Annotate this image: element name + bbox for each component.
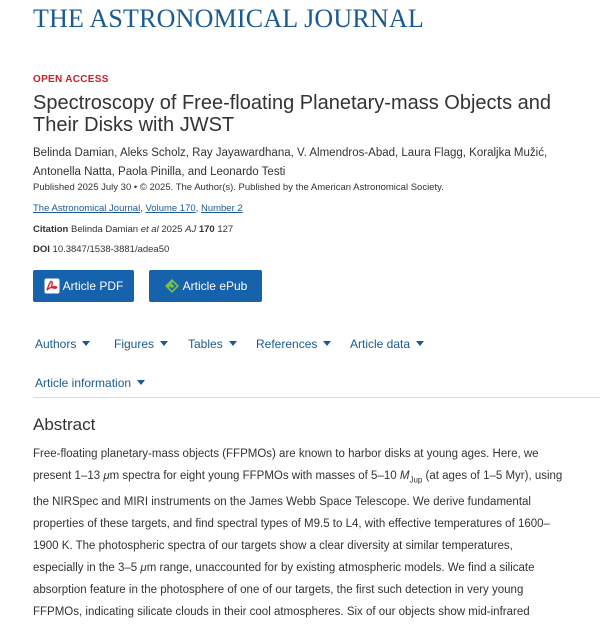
journal-issue-links bbox=[33, 203, 243, 214]
divider bbox=[33, 397, 600, 398]
epub-icon bbox=[164, 278, 180, 294]
pdf-icon bbox=[44, 278, 60, 294]
abstract-text bbox=[33, 443, 593, 623]
citation-page: 127 bbox=[217, 224, 234, 235]
abstract-line: the NIRSpec and MIRI instruments on the James Webb Space Telescope. We derive fundamental bbox=[33, 496, 531, 509]
doi-label: DOI bbox=[33, 244, 50, 255]
tab-label: References bbox=[256, 337, 318, 351]
tab-tables[interactable] bbox=[188, 337, 237, 351]
chevron-down-icon bbox=[160, 341, 168, 346]
tab-authors[interactable] bbox=[35, 337, 90, 351]
citation-volume: 170 bbox=[198, 224, 215, 235]
doi-value[interactable]: 10.3847/1538-3881/adea50 bbox=[52, 244, 170, 255]
tab-label: Figures bbox=[114, 337, 155, 351]
abstract-line: Free-floating planetary-mass objects (FFPMOs) are known to harbor disks at young ages. Here, we bbox=[33, 448, 539, 460]
tab-label: Authors bbox=[35, 337, 77, 351]
article-title: Spectroscopy of Free-floating Planetary-mass Objects and Their Disks with JWST bbox=[33, 92, 552, 136]
chevron-down-icon bbox=[82, 341, 90, 346]
tab-article-data[interactable] bbox=[350, 337, 424, 351]
abstract-heading: Abstract bbox=[33, 415, 96, 434]
authors-line: Antonella Natta, Paola Pinilla, and Leonardo Testi bbox=[33, 166, 286, 178]
journal-title[interactable]: THE ASTRONOMICAL JOURNAL bbox=[33, 4, 424, 33]
article-pdf-button[interactable] bbox=[33, 270, 134, 302]
citation-label: Citation bbox=[33, 224, 69, 235]
abstract-line: properties of these targets, and find spectral types of M9.5 to L4, with effective temperatures of 1600– bbox=[33, 518, 550, 531]
separator: , bbox=[195, 203, 199, 214]
tab-label: Article information bbox=[35, 376, 132, 390]
citation-journal: AJ bbox=[185, 224, 197, 235]
published-info: Published 2025 July 30 • © 2025. The Author(s). Published by the American Astronomical Society. bbox=[33, 182, 444, 193]
article-epub-button[interactable] bbox=[149, 270, 262, 302]
journal-link[interactable]: The Astronomical Journal bbox=[33, 203, 141, 214]
author-list bbox=[33, 144, 588, 182]
open-access-badge: OPEN ACCESS bbox=[33, 74, 109, 85]
citation-year: 2025 bbox=[161, 224, 183, 235]
separator: , bbox=[140, 203, 143, 214]
abstract-line: present 1–13 μm spectra for eight young FFPMOs with masses of 5–10 $M_{Jup}$ (at ages of 1–5 Myr), using bbox=[33, 470, 563, 485]
epub-button-label: Article ePub bbox=[182, 279, 248, 293]
citation bbox=[33, 224, 233, 235]
tab-label: Tables bbox=[188, 337, 223, 351]
volume-link[interactable]: Volume 170 bbox=[145, 203, 196, 214]
tab-figures[interactable] bbox=[114, 337, 168, 351]
abstract-line: especially in the 3–5 μm range, unaccounted for by existing atmospheric models. We find a silicate bbox=[33, 562, 535, 575]
chevron-down-icon bbox=[137, 380, 145, 385]
citation-authors: Belinda Damian bbox=[71, 224, 139, 235]
number-link[interactable]: Number 2 bbox=[200, 203, 243, 214]
tab-article-information[interactable] bbox=[35, 376, 145, 390]
chevron-down-icon bbox=[229, 341, 237, 346]
doi bbox=[33, 244, 169, 255]
pdf-button-label: Article PDF bbox=[62, 279, 124, 293]
citation-etal: et al bbox=[140, 224, 159, 235]
chevron-down-icon bbox=[416, 341, 424, 346]
abstract-line: absorption feature in the photosphere of one of our targets, the first such detection in very young bbox=[33, 584, 524, 597]
abstract-line: FFPMOs, indicating silicate clouds in their cool atmospheres. Six of our objects show mid-infrared bbox=[33, 606, 530, 619]
chevron-down-icon bbox=[323, 341, 331, 346]
abstract-line: 1900 K. The photospheric spectra of our targets show a clear diversity at similar temperatures, bbox=[33, 540, 513, 553]
tab-references[interactable] bbox=[256, 337, 331, 351]
authors-line: Belinda Damian, Aleks Scholz, Ray Jayawardhana, V. Almendros-Abad, Laura Flagg, Koraljka Mužić, bbox=[33, 147, 548, 159]
tab-label: Article data bbox=[350, 337, 411, 351]
